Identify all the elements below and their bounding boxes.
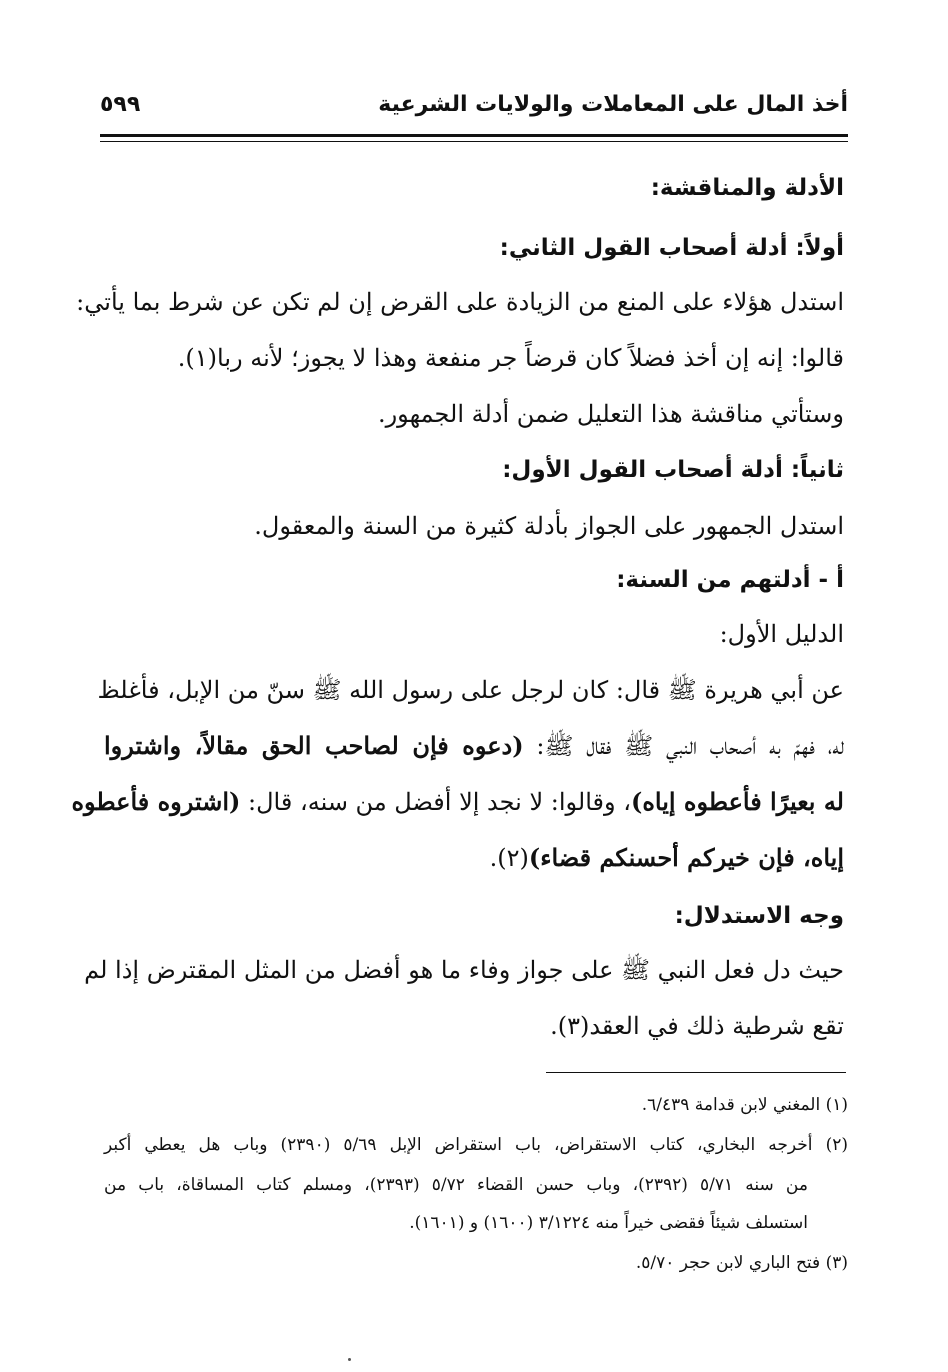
hadith-quote: إياه، فإن خيركم أحسنكم قضاء) xyxy=(528,843,844,872)
section-heading: الأدلة والمناقشة: xyxy=(650,175,844,201)
footnote-1: (١) المغني لابن قدامة ٦/٤٣٩. xyxy=(641,1095,848,1115)
subheading-sunnah-evidence: أ - أدلتهم من السنة: xyxy=(616,567,844,593)
running-header xyxy=(100,84,848,124)
subheading-first-opinion: ثانياً: أدلة أصحاب القول الأول: xyxy=(502,457,844,483)
paragraph: تقع شرطية ذلك في العقد(٣). xyxy=(550,1012,844,1040)
header-rule-thick xyxy=(100,134,848,137)
hadith-line: عن أبي هريرة ﷺ قال: كان لرجل على رسول الله ﷺ سنّ من الإبل، فأغلظ xyxy=(97,676,844,704)
footnote-3: (٣) فتح الباري لابن حجر ٥/٧٠. xyxy=(635,1253,848,1273)
footnote-separator xyxy=(546,1072,846,1073)
footnote-marker: (٢). xyxy=(489,844,529,872)
hadith-text: له، فهمّ به أصحاب النبي ﷺ فقال ﷺ: xyxy=(523,732,845,760)
hadith-quote: (اشتروه فأعطوه xyxy=(71,787,241,816)
paragraph: وستأتي مناقشة هذا التعليل ضمن أدلة الجمهور. xyxy=(377,400,844,428)
paragraph: استدل الجمهور على الجواز بأدلة كثيرة من السنة والمعقول. xyxy=(254,512,844,540)
header-title: أخذ المال على المعاملات والولايات الشرعية xyxy=(378,91,848,117)
hadith-text: ، وقالوا: لا نجد إلا أفضل من سنه، قال: xyxy=(240,788,631,816)
footnote-2-cont: من سنه ٥/٧١ (٢٣٩٢)، وباب حسن القضاء ٥/٧٢ (٢٣٩٣)، ومسلم كتاب المساقاة، باب من xyxy=(104,1175,808,1195)
paragraph: قالوا: إنه إن أخذ فضلاً كان قرضاً جر منفعة وهذا لا يجوز؛ لأنه ربا(١). xyxy=(177,344,844,372)
header-rule-thin xyxy=(100,141,848,142)
hadith-quote: له بعيرًا فأعطوه إياه) xyxy=(630,787,844,816)
page-number: ٥٩٩ xyxy=(100,91,141,117)
hadith-quote: (دعوه فإن لصاحب الحق مقالاً، واشتروا xyxy=(104,731,524,760)
hadith-line xyxy=(104,728,844,764)
scan-speck xyxy=(348,1358,351,1361)
paragraph: حيث دل فعل النبي ﷺ على جواز وفاء ما هو أفضل من المثل المقترض إذا لم xyxy=(84,956,844,984)
subheading-first-evidence: الدليل الأول: xyxy=(719,620,844,648)
paragraph: استدل هؤلاء على المنع من الزيادة على القرض إن لم تكن عن شرط بما يأتي: xyxy=(76,288,844,316)
footnote-2: (٢) أخرجه البخاري، كتاب الاستقراض، باب استقراض الإبل ٥/٦٩ (٢٣٩٠) وباب هل يعطي أكبر xyxy=(104,1135,848,1155)
subheading-inference: وجه الاستدلال: xyxy=(674,903,844,929)
subheading-second-opinion: أولاً: أدلة أصحاب القول الثاني: xyxy=(499,235,844,261)
hadith-line xyxy=(71,784,844,820)
hadith-line xyxy=(490,840,844,876)
footnote-2-cont: استسلف شيئاً فقضى خيراً منه ٣/١٢٢٤ (١٦٠٠) و (١٦٠١). xyxy=(409,1213,808,1233)
